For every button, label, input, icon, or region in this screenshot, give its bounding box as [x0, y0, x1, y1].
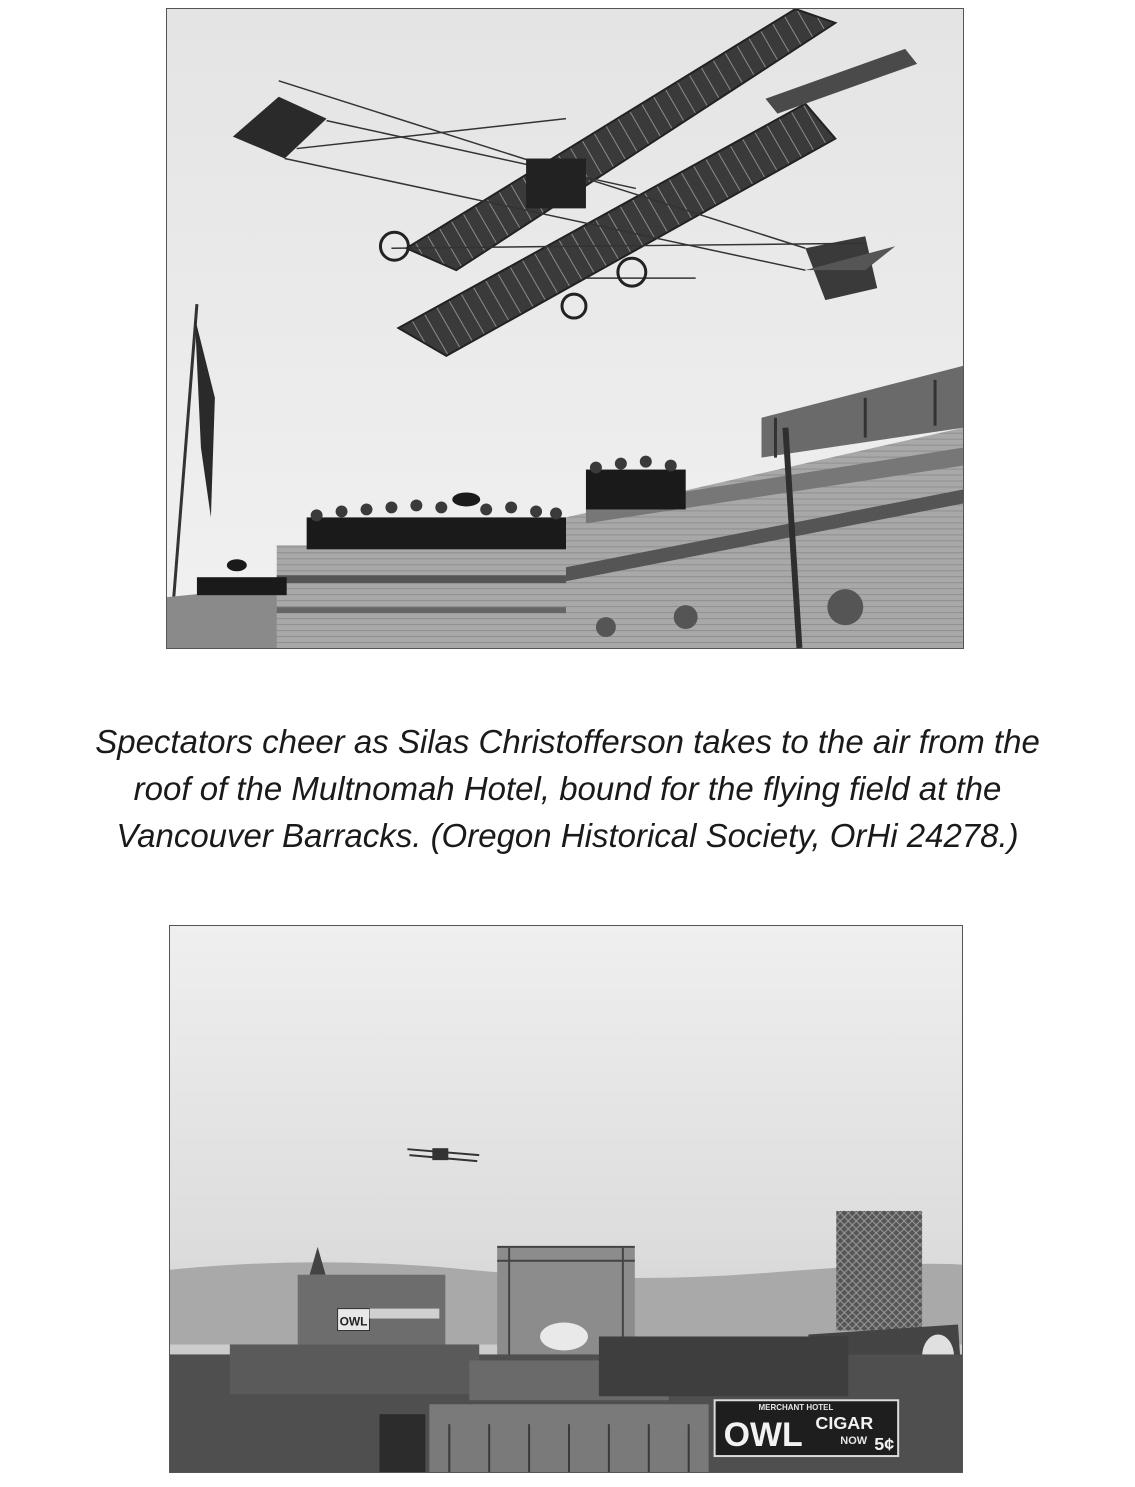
owl-sign-small: OWL: [339, 1314, 368, 1329]
merchant-hotel-sign: MERCHANT HOTEL: [758, 1403, 834, 1413]
photo-caption: [0, 718, 1135, 859]
caption-line-2: roof of the Multnomah Hotel, bound for the flying field at the: [133, 770, 1002, 807]
biplane-city-photo-graphic: [170, 926, 962, 1472]
owl-cigar-billboard: [715, 1400, 899, 1456]
caption-line-3: Vancouver Barracks. (Oregon Historical Society, OrHi 24278.): [116, 817, 1019, 854]
photo-biplane-over-city: [169, 925, 963, 1473]
now-sign: NOW: [840, 1435, 868, 1448]
cigar-sign: CIGAR: [815, 1413, 874, 1434]
biplane-rooftop-photo-graphic: [167, 9, 963, 648]
caption-line-1: Spectators cheer as Silas Christofferson takes to the air from the: [95, 723, 1040, 760]
owl-sign-big: OWL: [723, 1416, 803, 1455]
photo-biplane-over-rooftop: [166, 8, 964, 649]
price-sign: 5¢: [874, 1434, 895, 1455]
